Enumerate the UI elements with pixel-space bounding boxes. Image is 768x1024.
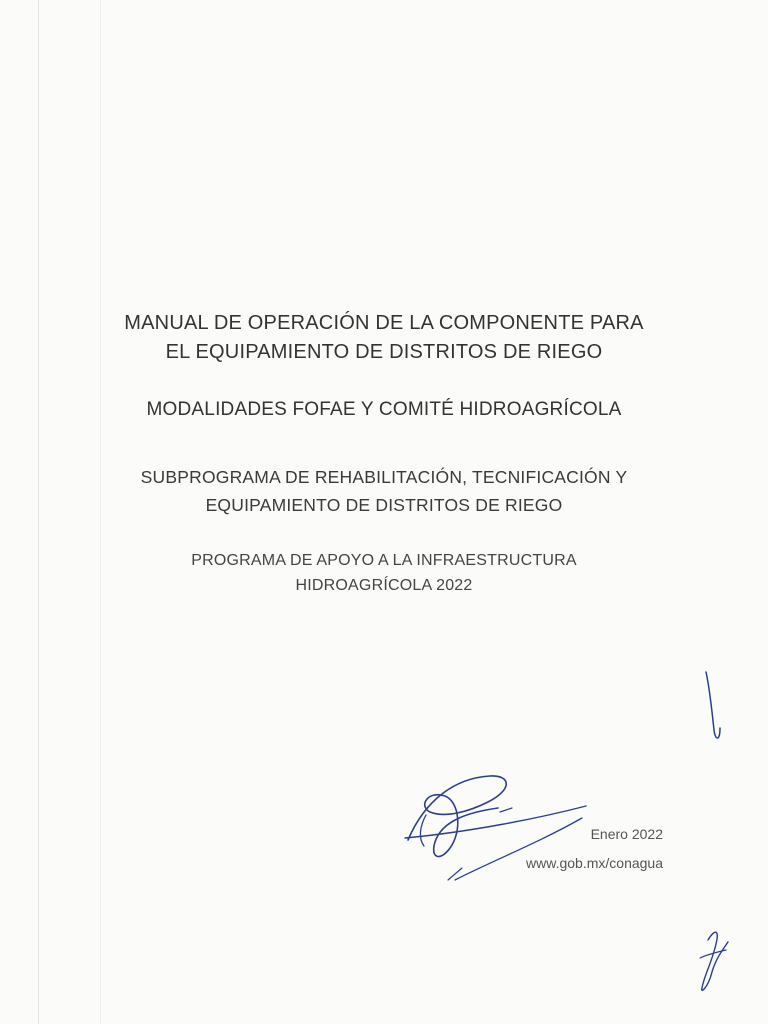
margin-mark — [706, 672, 720, 738]
title-line: EL EQUIPAMIENTO DE DISTRITOS DE RIEGO — [165, 341, 603, 363]
initials-stroke — [702, 932, 728, 990]
document-date: Enero 2022 — [590, 826, 663, 842]
document-title — [0, 309, 768, 367]
program-line: HIDROAGRÍCOLA 2022 — [295, 577, 473, 594]
initials-stroke — [700, 950, 726, 958]
modalities-heading — [0, 397, 768, 423]
signature-stroke — [500, 808, 512, 812]
program-heading — [0, 548, 768, 598]
subprogram-line: EQUIPAMIENTO DE DISTRITOS DE RIEGO — [205, 495, 563, 515]
signature-stroke — [420, 815, 426, 846]
signature-stroke — [408, 776, 506, 857]
modalities-text: MODALIDADES FOFAE Y COMITÉ HIDROAGRÍCOLA — [146, 399, 622, 420]
program-line: PROGRAMA DE APOYO A LA INFRAESTRUCTURA — [191, 552, 577, 569]
subprogram-heading — [0, 463, 768, 519]
title-line: MANUAL DE OPERACIÓN DE LA COMPONENTE PARA — [124, 312, 644, 334]
subprogram-line: SUBPROGRAMA DE REHABILITACIÓN, TECNIFICACIÓN Y — [140, 467, 628, 487]
document-url: www.gob.mx/conagua — [526, 855, 663, 871]
signature-stroke — [448, 868, 462, 880]
signature-stroke — [405, 806, 586, 838]
